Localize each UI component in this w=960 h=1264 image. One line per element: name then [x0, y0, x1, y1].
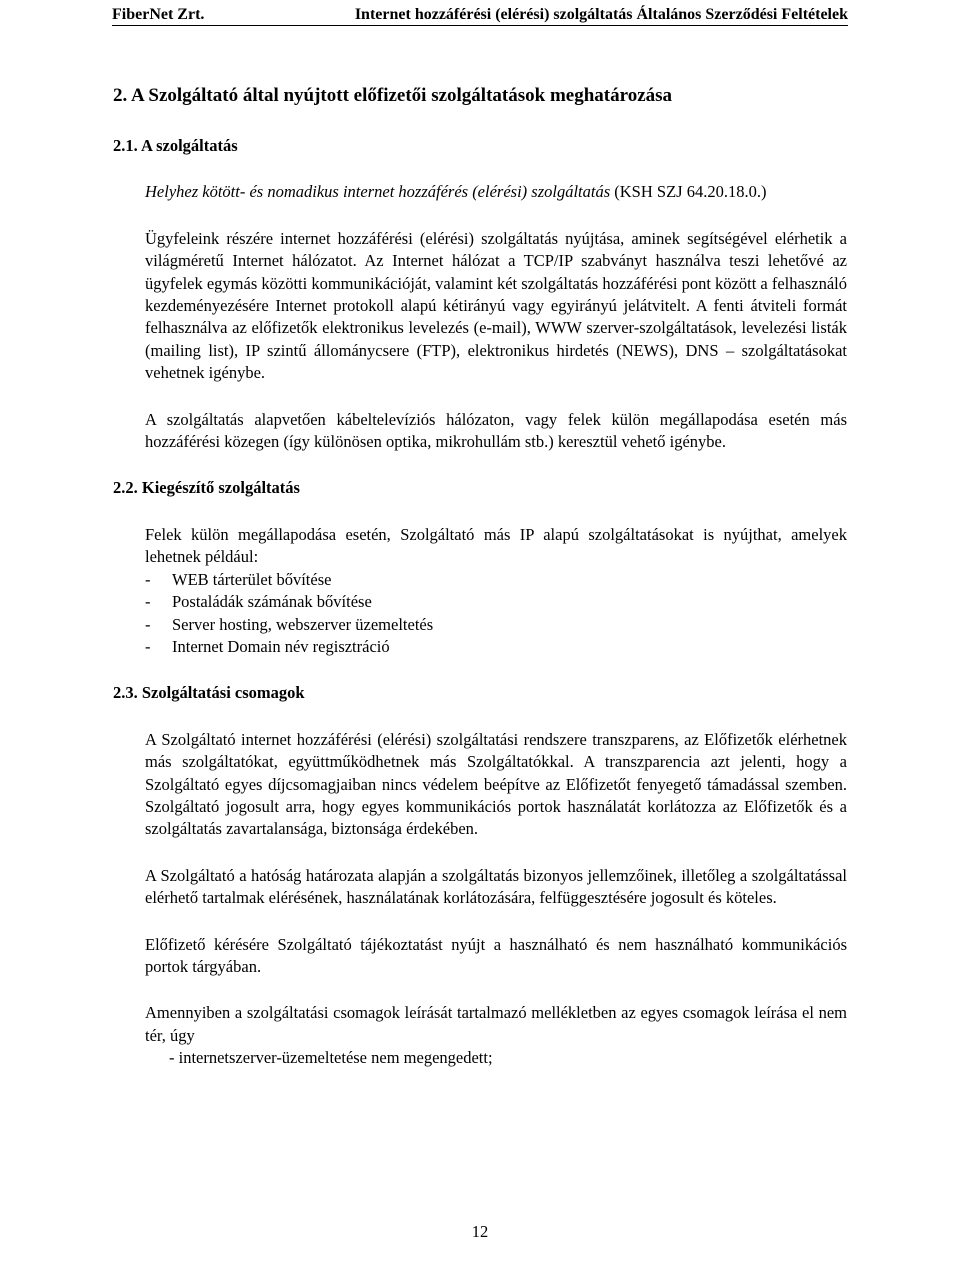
section-2-3-paragraph-2: A Szolgáltató a hatóság határozata alapján a szolgáltatás bizonyos jellemzőinek, illetőleg a szolgáltatással elérhető tartalmak elérésének, használatának korlátozására, felfüggesztésére jogosult és köteles.: [145, 865, 847, 908]
header-rule: [112, 25, 848, 26]
list-bullet: -: [145, 614, 151, 634]
service-designation: [145, 181, 847, 203]
list-item: [145, 591, 847, 613]
list-item-text: Internet Domain név regisztráció: [172, 636, 390, 656]
section-2-1-paragraph-2: A szolgáltatás alapvetően kábeltelevíziós hálózaton, vagy felek külön megállapodása esetén más hozzáférési közegen (így különösen optika, mikrohullám stb.) keresztül vehető igénybe.: [145, 409, 847, 452]
service-ksh-code: (KSH SZJ 64.20.18.0.): [610, 182, 767, 202]
list-item: [145, 636, 847, 658]
section-2-2-intro: Felek külön megállapodása esetén, Szolgáltató más IP alapú szolgáltatásokat is nyújthat, amelyek lehetnek például:: [145, 524, 847, 567]
section-2-3-paragraph-4: Amennyiben a szolgáltatási csomagok leírását tartalmazó mellékletben az egyes csomagok leírása el nem tér, úgy: [145, 1003, 847, 1045]
supplementary-services-list: [145, 569, 847, 659]
list-bullet: -: [145, 636, 151, 656]
section-2-3-paragraph-3: Előfizető kérésére Szolgáltató tájékoztatást nyújt a használható és nem használható kommunikációs portok tárgyában.: [145, 934, 847, 976]
list-bullet: -: [145, 592, 151, 612]
list-item-text: Postaládák számának bővítése: [172, 592, 372, 612]
list-item: [145, 614, 847, 636]
list-item-text: Server hosting, webszerver üzemeltetés: [172, 614, 434, 634]
section-2-3-heading: 2.3. Szolgáltatási csomagok: [113, 683, 305, 703]
service-designation-italic: Helyhez kötött- és nomadikus internet hozzáférés (elérési) szolgáltatás: [145, 182, 611, 202]
section-2-1-heading: 2.1. A szolgáltatás: [113, 136, 238, 155]
section-2-3-sub-item: - internetszerver-üzemeltetése nem megengedett;: [169, 1048, 493, 1068]
header-document-title: Internet hozzáférési (elérési) szolgáltatás Általános Szerződési Feltételek: [354, 6, 848, 23]
list-bullet: -: [145, 569, 151, 589]
page-number: 12: [471, 1222, 489, 1241]
page-header: [112, 6, 848, 26]
list-item: [145, 569, 847, 591]
section-2-2-heading: 2.2. Kiegészítő szolgáltatás: [113, 478, 300, 498]
header-company: FiberNet Zrt.: [112, 6, 205, 23]
page-content: [113, 84, 847, 1070]
section-2-heading: 2. A Szolgáltató által nyújtott előfizetői szolgáltatások meghatározása: [113, 85, 673, 106]
list-item-text: WEB tárterület bővítése: [172, 569, 332, 589]
section-2-3-paragraph-1: A Szolgáltató internet hozzáférési (elérési) szolgáltatási rendszere transzparens, az Előfizetők elérhetnek más szolgáltatókat, együttműködhetnek más Szolgáltatókkal. A transzparencia azt jelenti, hogy a Szolgáltató egyes díjcsomagjaiban nincs védelem beépítve az Előfizetőt fenyegető támadással szemben. Szolgáltató jogosult arra, hogy egyes kommunikációs portok használatát korlátozza az Előfizetők és a szolgáltatás zavartalansága, biztonsága érdekében.: [145, 729, 847, 839]
section-2-1-paragraph-1: Ügyfeleink részére internet hozzáférési (elérési) szolgáltatás nyújtása, aminek segítségével elérhetik a világméretű Internet hálózatot. Az Internet hálózat a TCP/IP szabványt használva teszi lehetővé az ügyfelek egymás közötti kommunikációját, valamint két szolgáltatás hozzáférési pont között a felhasználó kezdeményezésére Internet protokoll alapú kétirányú vagy egyirányú jelátvitelt. A fenti átviteli formát felhasználva az előfizetők elektronikus levelezés (e-mail), WWW szerver-szolgáltatások, levelezési listák (mailing list), IP szintű állománycsere (FTP), elektronikus hirdetés (NEWS), DNS – szolgáltatásokat vehetnek igénybe.: [145, 228, 847, 383]
